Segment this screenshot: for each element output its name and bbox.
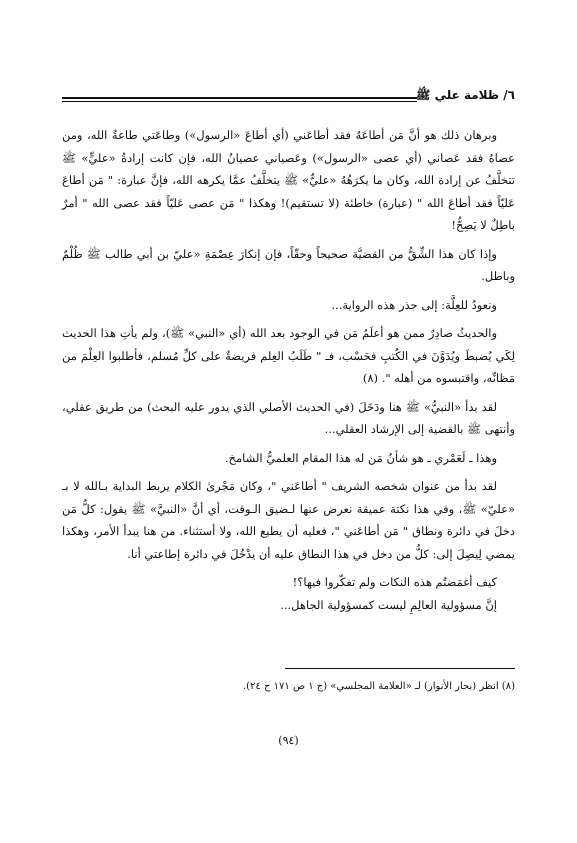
- paragraph: ونعودُ للعِلَّة: إلى جذر هذه الرواية...: [331, 297, 497, 312]
- paragraph: لقد بدأ من عنوان شخصه الشريف " أطاعَني "، وكان مَجْرىٰ الكلام يربط البداية بـالله لا بـ «عليّ» ﷺ، وفي هذا نكتة عميقة نعرض عنها لـضيق الـوقت، أي أنَّ «النبيَّ» ﷺ يقول: كلُّ مَن دخلَ في دائرة ونطاق " مَن أطاعَني "، فعليه أن يطيع الله، ولا أستثناء. من هنا يبدأ الأمر، وهكذا يمضي لِيصِلَ إلى: كلُّ من دخل في هذا النطاق عليه أن يدْخُلَ في دائرة إطاعتي أنا.: [62, 479, 515, 561]
- paragraph: كيف أغمَضتُم هذه النكات ولم تفكّروا فيها؟!: [292, 575, 497, 589]
- footnote: (٨) انظر (بحار الأنوار) لـ «العلامة المجلسي» (ج ١ ص ١٧١ ح ٢٤).: [243, 681, 515, 692]
- paragraph: إنَّ مسؤولية العالِمِ ليست كمسؤولية الجاهل...: [280, 597, 497, 612]
- paragraph: لقد بدأ «النبيُّ» ﷺ هنا ودَخَلَ (في الحديث الأصلي الذي يدور عليه البحث) من طريق عقلي، وأنتهى ﷺ بالقضية إلى الإرشاد العقلي...: [62, 399, 515, 436]
- paragraph: وإذا كان هذا الشِّقُّ من القضيَّة صحيحاً وحقّاً، فإن إنكارَ عِصْمَةِ «عليّ بن أبي طالب ﷺ ظُلْمٌ وباطل.: [62, 246, 515, 283]
- page-header: [62, 88, 515, 110]
- main-text: [62, 124, 515, 616]
- paragraph: وهذا ـ لَعَمْري ـ هو شأنُ مَن له هذا المقام العلميُّ الشامخ.: [224, 450, 497, 465]
- page-number: (٩٤): [278, 734, 299, 747]
- footnote-separator: [285, 668, 515, 669]
- paragraph: وبرهان ذلك هو أنَّ مَن أطاعَهُ فقد أطاعَني (أي أطاعَ «الرسول») وطاعَتي طاعةُ الله، ومن عصاهُ فقد عَصاني (أي عصى «الرسول») وعَصياني عصيانُ الله، فإن كانت إرادةُ «عليٍّ» ﷺ تتخلَّفُ عن إرادة الله، وكان ما يكرَهُهُ «عليٌّ» ﷺ يتخلَّفُ عمَّا يكرهه الله، فإنَّ عبارة: " مَن أطاعَ عَليّاً فقد أطاعَ الله " (عبارة) خاطئة (لا تستقيم)! وهكذا " مَن عصى عَليّاً فقد عصى الله " أمرٌ باطِلٌ لا يَصِحُّ!: [62, 128, 515, 232]
- header-rule: [62, 97, 417, 102]
- running-title: ٦/ ظلامة علي ﷺ: [415, 88, 515, 102]
- paragraph: والحديثُ صادِرٌ ممن هو أعلَمُ مَن في الوجود بعد الله (أي «النبي» ﷺ)، ولم يأتِ هذا الحديث لِكَي يُضبطَ ويُدَوَّنَ في الكُتبِ فحَسْب، فـ " طَلَبُ العِلم فريضةٌ على كلِّ مُسلم، فأطلبوا العِلْمَ من مَظانِّه، واقتبسوه من أهله ". (٨): [62, 326, 515, 385]
